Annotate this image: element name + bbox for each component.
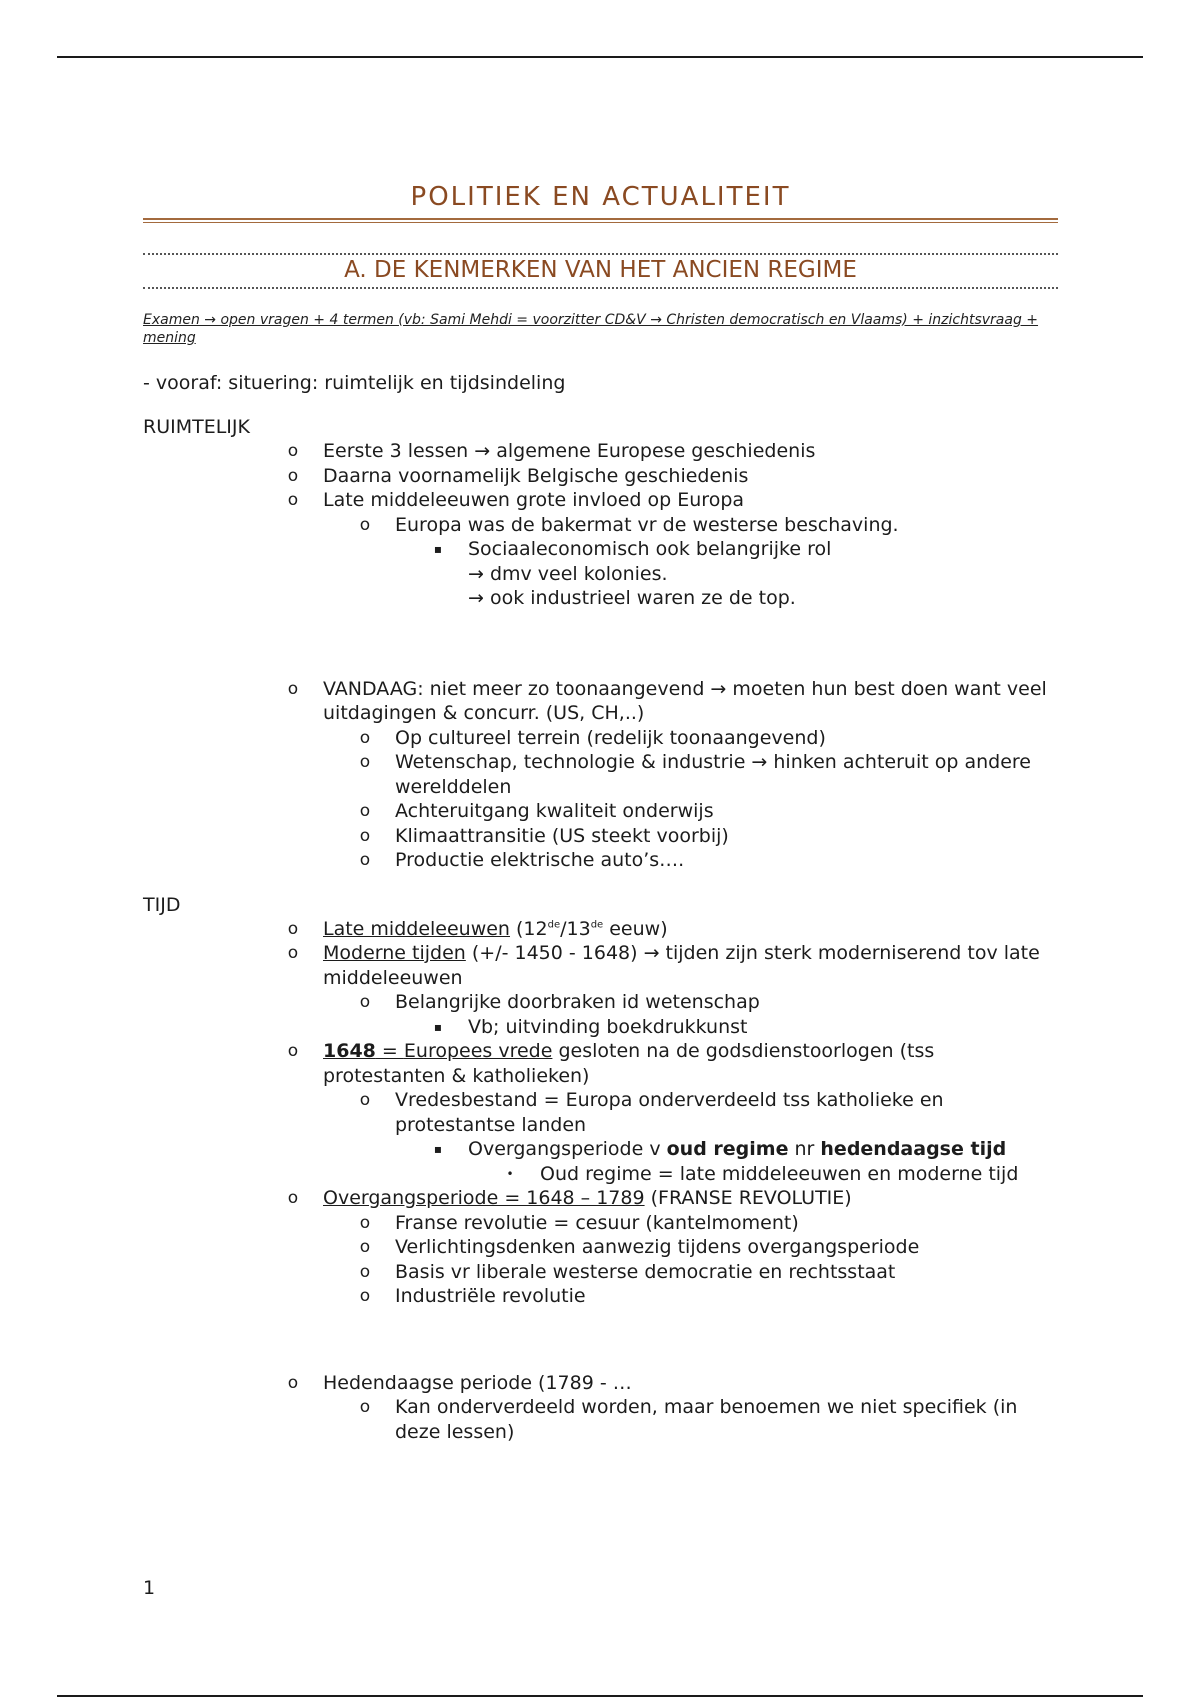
bullet-circle-icon: o [359,801,371,821]
list-item: o Moderne tijden (+/- 1450 - 1648) → tijden zijn sterk moderniserend tov late middeleeuwen [143,941,1058,990]
bullet-circle-icon: o [359,1212,371,1233]
bullet-circle-icon: o [359,1237,371,1257]
list-item: o Belangrijke doorbraken id wetenschap [143,990,1058,1015]
bullet-circle-icon: o [287,1188,299,1208]
list-item: o Wetenschap, technologie & industrie → hinken achteruit op andere werelddelen [143,750,1058,799]
list-item: o Kan onderverdeeld worden, maar benoemen we niet specifiek (in deze lessen) [143,1395,1058,1444]
exam-note: Examen → open vragen + 4 termen (vb: Sami Mehdi = voorzitter CD&V → Christen democratisch en Vlaams) + inzichtsvraag + mening [143,312,1039,346]
bullet-circle-icon: o [287,465,299,486]
header-rule [57,56,1143,58]
footer-rule [57,1695,1143,1697]
bullet-circle-icon: o [359,1286,371,1306]
list-item: ▪ Sociaaleconomisch ook belangrijke rol [143,537,1058,562]
bullet-circle-icon: o [287,1372,299,1393]
bullet-square-icon: ▪ [433,1142,443,1156]
list-item: o Industriële revolutie [143,1284,1058,1309]
hedendaags-list [143,1371,1058,1445]
list-item: o Franse revolutie = cesuur (kantelmoment) [143,1211,1058,1236]
bullet-circle-icon: o [359,752,371,772]
bullet-circle-icon: o [287,943,299,963]
bullet-circle-icon: o [359,727,371,748]
bullet-circle-icon: o [287,490,299,510]
list-item: o Hedendaagse periode (1789 - … [143,1371,1058,1396]
page-number: 1 [143,1577,156,1599]
list-item: o Daarna voornamelijk Belgische geschiedenis [143,464,1058,489]
list-item: • Oud regime = late middeleeuwen en moderne tijd [143,1162,1058,1187]
list-item: o Basis vr liberale westerse democratie en rechtsstaat [143,1260,1058,1285]
list-item: o Verlichtingsdenken aanwezig tijdens overgangsperiode [143,1235,1058,1260]
document-page [143,178,1058,1444]
title-underline [143,218,1058,223]
list-item: o Eerste 3 lessen → algemene Europese geschiedenis [143,439,1058,464]
bullet-dot-icon: • [506,1166,514,1181]
bullet-circle-icon: o [359,514,371,535]
bullet-circle-icon: o [287,918,299,939]
list-item: o Productie elektrische auto’s…. [143,848,1058,873]
vandaag-list [143,677,1058,873]
list-continuation: → dmv veel kolonies. [468,562,668,585]
list-item: o Late middeleeuwen (12de/13de eeuw) [143,917,1058,942]
list-item: o 1648 = Europees vrede gesloten na de godsdienstoorlogen (tss protestanten & katholieken) [143,1039,1058,1088]
section-title: A. DE KENMERKEN VAN HET ANCIEN REGIME [143,253,1058,289]
heading-ruimtelijk: RUIMTELIJK [143,416,250,438]
bullet-circle-icon: o [287,441,299,461]
bullet-circle-icon: o [359,1090,371,1110]
list-item: ▪ Overgangsperiode v oud regime nr hedendaagse tijd [143,1137,1058,1162]
list-item: o Europa was de bakermat vr de westerse beschaving. [143,513,1058,538]
bullet-square-icon: ▪ [433,1019,443,1034]
list-item: ▪ Vb; uitvinding boekdrukkunst [143,1015,1058,1040]
bullet-circle-icon: o [287,1041,299,1061]
list-item: o Late middeleeuwen grote invloed op Europa [143,488,1058,513]
bullet-circle-icon: o [359,992,371,1012]
tijd-list [143,917,1058,1309]
document-title: POLITIEK EN ACTUALITEIT [410,182,791,212]
bullet-circle-icon: o [359,1261,371,1282]
bullet-circle-icon: o [287,678,299,699]
list-item: o Achteruitgang kwaliteit onderwijs [143,799,1058,824]
list-item: o Vredesbestand = Europa onderverdeeld tss katholieke en protestantse landen [143,1088,1058,1137]
list-item: o VANDAAG: niet meer zo toonaangevend → moeten hun best doen want veel uitdagingen & concurr. (US, CH,..) [143,677,1058,726]
list-item: o Overgangsperiode = 1648 – 1789 (FRANSE REVOLUTIE) [143,1186,1058,1211]
list-item: o Klimaattransitie (US steekt voorbij) [143,824,1058,849]
list-item: o Op cultureel terrein (redelijk toonaangevend) [143,726,1058,751]
bullet-circle-icon: o [359,825,371,846]
list-continuation: → ook industrieel waren ze de top. [468,587,796,609]
bullet-circle-icon: o [359,1397,371,1417]
heading-tijd: TIJD [143,893,181,916]
ruimtelijk-list [143,439,1058,611]
bullet-square-icon: ▪ [433,542,443,556]
intro-line: - vooraf: situering: ruimtelijk en tijdsindeling [143,372,566,394]
bullet-circle-icon: o [359,850,371,870]
